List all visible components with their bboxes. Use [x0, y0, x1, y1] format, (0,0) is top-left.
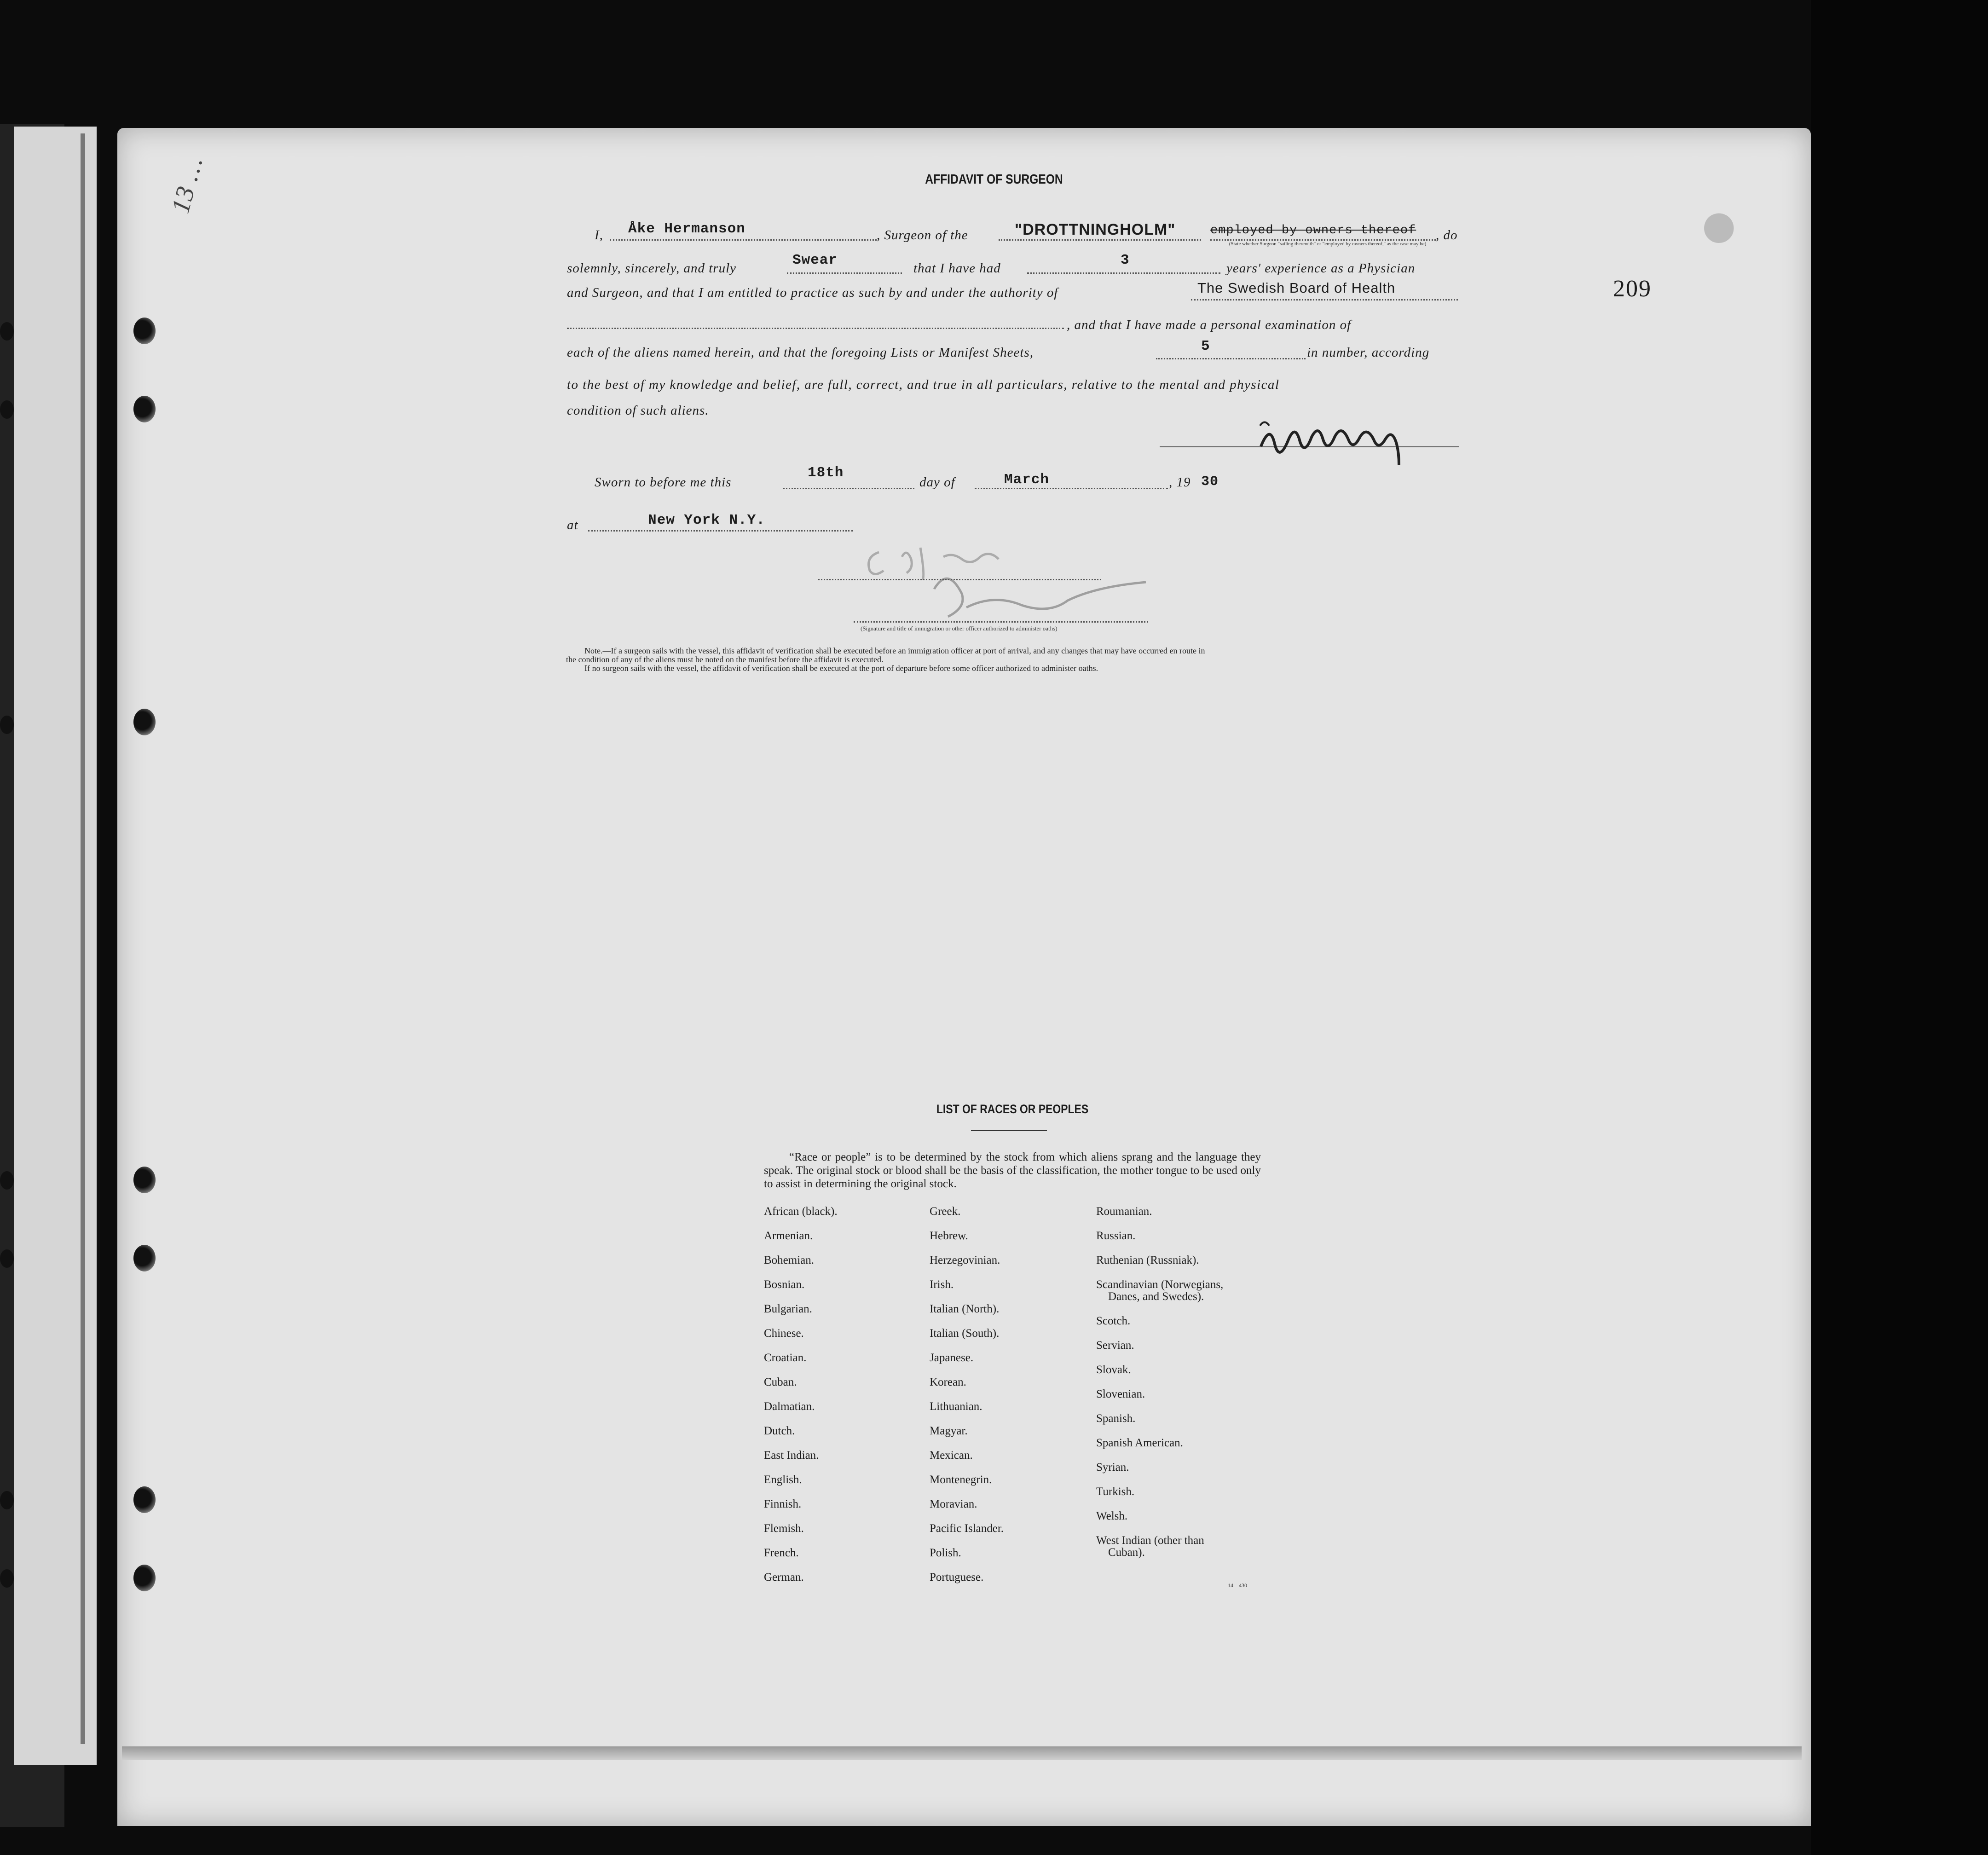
- race-item: Chinese.: [764, 1327, 804, 1340]
- name-blank: [610, 239, 877, 241]
- binder-hole-icon: [133, 1167, 156, 1193]
- race-item: Italian (South).: [930, 1327, 1000, 1340]
- officer-signature-line: [818, 579, 1101, 580]
- binder-hole-icon: [0, 1249, 14, 1268]
- binder-hole-icon: [0, 400, 14, 419]
- binder-hole-icon: [133, 709, 156, 735]
- race-item: West Indian (other than: [1096, 1534, 1204, 1547]
- affidavit-text: day of: [919, 475, 955, 490]
- races-column-1: [764, 1206, 838, 1596]
- binder-hole-icon: [0, 1171, 14, 1190]
- officer-signature-caption: (Signature and title of immigration or other officer authorized to administer oaths): [861, 625, 1058, 632]
- race-item: Magyar.: [930, 1425, 968, 1437]
- race-item: Spanish American.: [1096, 1437, 1183, 1449]
- race-item: African (black).: [764, 1205, 838, 1218]
- races-intro: “Race or people” is to be determined by the stock from which aliens sprang and the language they speak. The original stock or blood shall be the basis of the classification, the mother tongue to be used only to assist in determining the original stock.: [764, 1151, 1261, 1190]
- vessel-blank: [999, 239, 1201, 241]
- race-item: Turkish.: [1096, 1485, 1135, 1498]
- race-item: Spanish.: [1096, 1412, 1136, 1425]
- race-item: Roumanian.: [1096, 1205, 1152, 1218]
- race-item: Scotch.: [1096, 1315, 1131, 1327]
- binder-hole-icon: [133, 396, 156, 422]
- ink-stamp-icon: ●: [1698, 185, 1740, 262]
- race-item: Armenian.: [764, 1230, 813, 1242]
- affidavit-text: in number, according: [1307, 345, 1430, 360]
- race-item: Finnish.: [764, 1498, 802, 1510]
- oath-value: Swear: [792, 252, 838, 268]
- authority-value: The Swedish Board of Health: [1197, 280, 1396, 296]
- race-item: Portuguese.: [930, 1571, 984, 1583]
- officer-signature-icon: [851, 538, 1183, 640]
- race-item: Servian.: [1096, 1339, 1134, 1352]
- race-item: Welsh.: [1096, 1510, 1128, 1522]
- affidavit-text: I,: [595, 228, 603, 243]
- race-item: Bohemian.: [764, 1254, 815, 1266]
- employment-note: (State whether Surgeon "sailing therewith" or "employed by owners thereof," as the case may be): [1229, 241, 1427, 247]
- employment-value: employed by owners thereof: [1210, 224, 1416, 237]
- races-column-2: [930, 1206, 1004, 1596]
- affidavit-text: that I have had: [913, 261, 1001, 276]
- affidavit-text: Sworn to before me this: [595, 475, 732, 490]
- race-item: Cuban).: [1108, 1546, 1145, 1559]
- race-item: Bosnian.: [764, 1278, 805, 1291]
- note-line: If no surgeon sails with the vessel, the affidavit of verification shall be executed at the port of departure before some officer authorized to administer oaths.: [584, 664, 1098, 673]
- binder-hole-icon: [0, 322, 14, 341]
- affidavit-text: each of the aliens named herein, and that the foregoing Lists or Manifest Sheets,: [567, 345, 1034, 360]
- oath-blank: [787, 272, 902, 274]
- races-title: LIST OF RACES OR PEOPLES: [936, 1102, 1089, 1116]
- binder-hole-icon: [133, 1245, 156, 1271]
- race-item: Pacific Islander.: [930, 1522, 1004, 1535]
- surgeon-name-value: Åke Hermanson: [628, 221, 746, 237]
- race-item: Slovak.: [1096, 1364, 1131, 1376]
- affidavit-text: , 19: [1169, 475, 1191, 490]
- race-item: Ruthenian (Russniak).: [1096, 1254, 1199, 1266]
- month-value: March: [1004, 472, 1050, 488]
- page-bottom-fold: [122, 1746, 1802, 1760]
- binder-hole-icon: [133, 1565, 156, 1591]
- margin-scribble: 13 …: [166, 154, 208, 216]
- binder-hole-icon: [133, 318, 156, 344]
- race-item: East Indian.: [764, 1449, 819, 1462]
- day-value: 18th: [808, 465, 844, 481]
- year-value: 30: [1201, 474, 1219, 490]
- race-item: Cuban.: [764, 1376, 797, 1388]
- vessel-value: "DROTTNINGHOLM": [1015, 221, 1176, 238]
- affidavit-text: and Surgeon, and that I am entitled to practice as such by and under the authority of: [567, 285, 1058, 300]
- races-title-rule: [971, 1130, 1047, 1131]
- employment-blank: [1210, 239, 1436, 241]
- affidavit-title: AFFIDAVIT OF SURGEON: [925, 172, 1063, 187]
- race-item: Herzegovinian.: [930, 1254, 1000, 1266]
- note-line: Note.—If a surgeon sails with the vessel, this affidavit of verification shall be executed before an immigration officer at port of arrival, and any changes that may have occurred en route in: [584, 646, 1205, 655]
- race-item: Moravian.: [930, 1498, 977, 1510]
- affidavit-text: condition of such aliens.: [567, 403, 709, 418]
- binder-hole-icon: [0, 1491, 14, 1509]
- race-item: Japanese.: [930, 1352, 974, 1364]
- right-border: [1811, 0, 1988, 1855]
- races-column-3: [1096, 1206, 1223, 1571]
- place-blank: [588, 530, 853, 532]
- race-item: Polish.: [930, 1547, 961, 1559]
- race-item: Montenegrin.: [930, 1474, 992, 1486]
- race-item: German.: [764, 1571, 804, 1583]
- race-item: Lithuanian.: [930, 1400, 982, 1413]
- binder-hole-icon: [133, 1486, 156, 1513]
- race-item: Flemish.: [764, 1522, 804, 1535]
- race-item: Slovenian.: [1096, 1388, 1145, 1400]
- page-number: 209: [1613, 276, 1652, 302]
- binder-hole-icon: [0, 716, 14, 734]
- page-edge-shadow: [81, 133, 85, 1744]
- years-blank: [1027, 272, 1220, 274]
- affidavit-text: solemnly, sincerely, and truly: [567, 261, 737, 276]
- affidavit-text: , Surgeon of the: [877, 228, 968, 243]
- month-blank: [975, 488, 1168, 489]
- race-item: Bulgarian.: [764, 1303, 812, 1315]
- affidavit-text: at: [567, 518, 578, 532]
- affidavit-text: to the best of my knowledge and belief, are full, correct, and true in all particulars, relative to the mental and physical: [567, 377, 1280, 392]
- note-line: the condition of any of the aliens must be noted on the manifest before the affidavit is executed.: [566, 655, 884, 664]
- binder-hole-icon: [0, 1569, 14, 1588]
- race-item: Hebrew.: [930, 1230, 968, 1242]
- race-item: Syrian.: [1096, 1461, 1129, 1474]
- race-item: Scandinavian (Norwegians,: [1096, 1278, 1224, 1291]
- race-item: Korean.: [930, 1376, 966, 1388]
- sheets-blank: [1156, 358, 1306, 359]
- affidavit-text: years' experience as a Physician: [1226, 261, 1416, 276]
- day-blank: [783, 488, 914, 489]
- form-number: 14—430: [1228, 1582, 1247, 1589]
- race-item: Russian.: [1096, 1230, 1136, 1242]
- race-item: Italian (North).: [930, 1303, 1000, 1315]
- race-item: French.: [764, 1547, 799, 1559]
- race-item: Danes, and Swedes).: [1108, 1290, 1204, 1303]
- authority-blank-continued: [567, 328, 1064, 329]
- surgeon-signature-icon: [1256, 407, 1440, 472]
- years-value: 3: [1121, 252, 1130, 268]
- sheets-value: 5: [1201, 338, 1210, 354]
- authority-blank: [1191, 299, 1458, 300]
- officer-title-line: [854, 621, 1148, 623]
- race-item: Mexican.: [930, 1449, 973, 1462]
- race-item: Dalmatian.: [764, 1400, 815, 1413]
- affidavit-text: , and that I have made a personal examination of: [1067, 318, 1352, 332]
- race-item: Croatian.: [764, 1352, 807, 1364]
- race-item: Greek.: [930, 1205, 961, 1218]
- race-item: English.: [764, 1474, 802, 1486]
- race-item: Irish.: [930, 1278, 954, 1291]
- race-item: Dutch.: [764, 1425, 795, 1437]
- affidavit-note: [566, 647, 1459, 673]
- place-value: New York N.Y.: [648, 512, 765, 528]
- affidavit-text: , do: [1436, 228, 1458, 243]
